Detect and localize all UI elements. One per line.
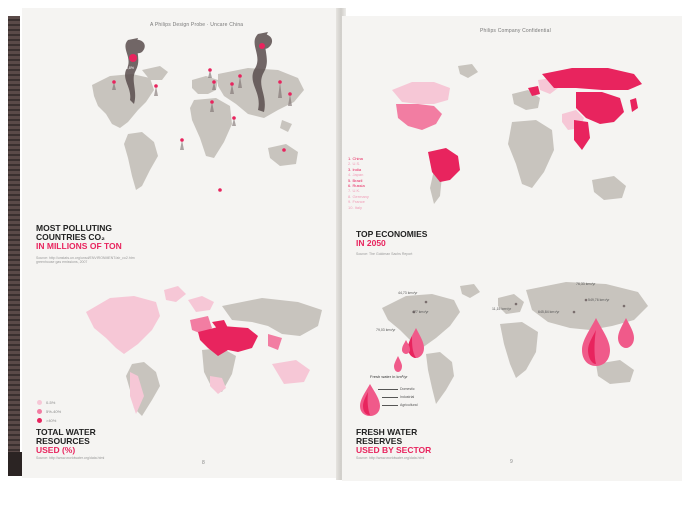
annotation-label: 549,76 km³/yr: [588, 298, 610, 302]
water-drop-legend-icon: [356, 382, 384, 418]
legend-callout-line: [382, 405, 398, 406]
economies-title-line1: TOP ECONOMIES: [356, 229, 428, 239]
right-page: [342, 16, 682, 481]
annotation-label: 79,03 km³/yr: [376, 328, 396, 332]
co2-title: [36, 224, 122, 251]
water-title-line1: TOTAL WATER: [36, 427, 96, 437]
rank-item: 2. U.S.: [348, 161, 361, 167]
economies-world-map: [362, 60, 662, 230]
freshwater-title: [356, 428, 431, 455]
legend-callout-line: [382, 397, 398, 398]
left-page-number: 8: [202, 460, 205, 466]
legend-item-agricultural: Agricultural: [400, 403, 418, 407]
legend-dot-mid: [37, 409, 42, 414]
economy-ranking-list: [348, 156, 369, 210]
legend-label-low: 0-5%: [46, 400, 56, 405]
freshwater-title-line3: USED BY SECTOR: [356, 445, 432, 455]
rank-item: 6. Russia: [348, 183, 365, 189]
legend-label-high: >40%: [46, 418, 57, 423]
rank-item: 8. Germany: [348, 193, 369, 199]
freshwater-legend-label: Fresh water in km³/yr: [370, 374, 408, 379]
annotation-label: 645,84 km³/yr: [538, 310, 560, 314]
rank-item: 7. U.K.: [348, 188, 361, 194]
rank-item: 4. Japan: [348, 172, 364, 178]
legend-item-industrial: Industrial: [400, 395, 415, 399]
legend-dot-high: [37, 418, 42, 423]
book-cover-edge: [8, 452, 22, 476]
rank-item: 5. Brazil: [348, 177, 363, 183]
rank-item: 9. France: [348, 199, 365, 205]
economies-source: Source: The Goldman Sachs Report: [356, 252, 413, 256]
co2-source: Source: http://unstats.un.org/unsd/ENVIRONMENT/air_co2.htm greenhouse gas emissions, 2007: [36, 256, 135, 264]
rank-item: 1. China: [348, 156, 363, 161]
left-running-head: A Philips Design Probe · Uncare China: [150, 22, 244, 28]
economies-title: [356, 230, 427, 248]
annotation-label: 76,33 km³/yr: [576, 282, 596, 286]
freshwater-title-line1: FRESH WATER: [356, 427, 418, 437]
legend-label-mid: 5%-40%: [46, 409, 62, 414]
co2-title-line2: COUNTRIES CO₂: [36, 232, 105, 242]
annotation-label: 11,15 km³/yr: [492, 307, 512, 311]
legend-dot-low: [37, 400, 42, 405]
rank-item: 10. Italy: [348, 204, 363, 210]
water-title-line3: USED (%): [36, 445, 76, 455]
legend-item-domestic: Domestic: [400, 387, 415, 391]
left-page: [22, 8, 340, 478]
fresh-water-world-map: [376, 278, 666, 408]
water-title: [36, 428, 96, 455]
legend-callout-line: [378, 389, 398, 390]
economies-title-line2: IN 2050: [356, 238, 386, 248]
rank-item: 3. India: [348, 166, 362, 172]
right-running-head: Philips Company Confidential: [480, 28, 551, 34]
water-resources-world-map: [72, 276, 334, 426]
right-page-number: 9: [510, 459, 513, 465]
freshwater-title-line2: RESERVES: [356, 436, 403, 446]
co2-top-value: 5,8%: [126, 66, 134, 70]
annotation-label: 44,73 km³/yr: [398, 291, 418, 295]
co2-title-line1: MOST POLLUTING: [36, 223, 113, 233]
water-source: Source: http://www.worldwater.org/data.html: [36, 456, 105, 460]
water-title-line2: RESOURCES: [36, 436, 90, 446]
book-page-edges: [8, 16, 20, 476]
co2-world-map: [72, 30, 322, 210]
freshwater-source: Source: http://www.worldwater.org/data.html: [356, 456, 425, 460]
co2-title-line3: IN MILLIONS OF TON: [36, 241, 122, 251]
annotation-label: 477 km³/yr: [412, 310, 429, 314]
